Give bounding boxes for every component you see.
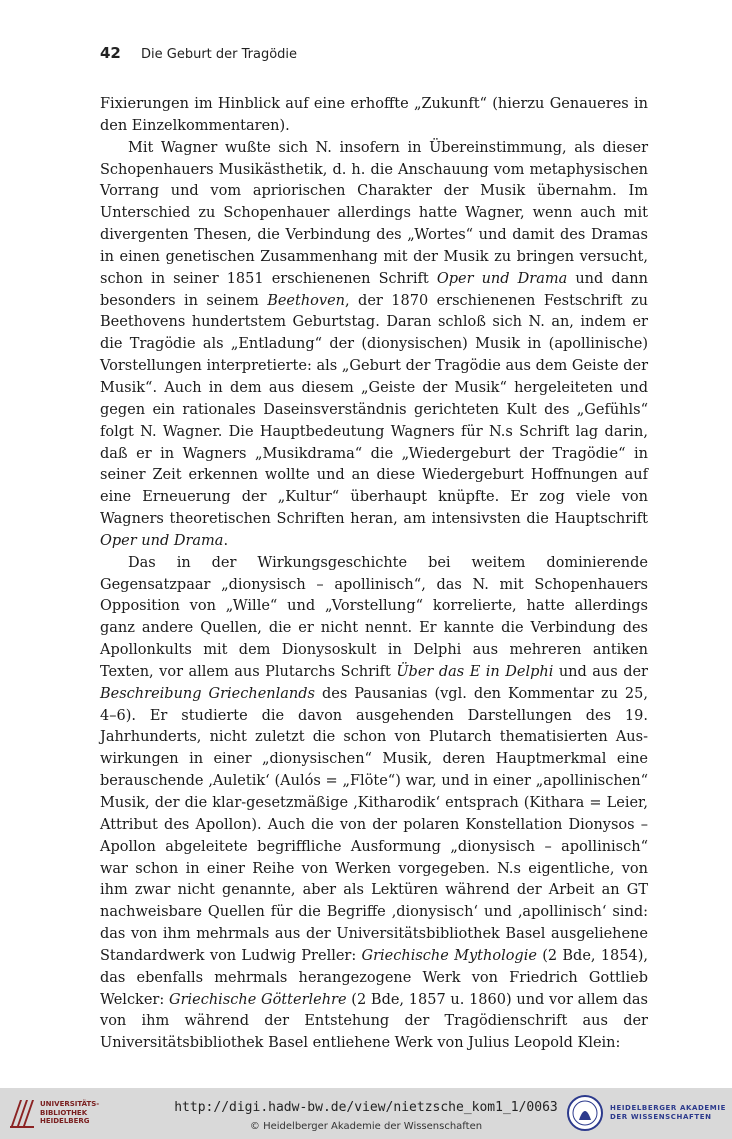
- academy-seal-icon: [566, 1094, 604, 1132]
- text-run: Mit Wagner wußte sich N. insofern in Übereinstimmung, als dieser Schopenhauers Musikästhetik, d. h. die Anschauung vom metaphysischen Vorrang und vom apriorischen Charakter der Musik übernahm. Im Unterschied zu Schopenhauer allerdings hatte Wagner, wenn auch mit divergenten Thesen, die Verbindung des „Wortes“ und damit des Dramas in einen genetischen Zusammenhang mit der Musik zu bringen versucht, schon in seiner 1851 erschienenen Schrift: [100, 139, 648, 287]
- body-text: [100, 94, 648, 1055]
- text-run: (2 Bde, 1854), das ebenfalls mehrmals herangezogene Werk von Friedrich Gottlieb Welcker:: [100, 947, 648, 1008]
- title-oper-und-drama-2: Oper und Drama: [100, 532, 224, 549]
- title-oper-und-drama: Oper und Drama: [436, 270, 568, 287]
- paragraph-3: [100, 553, 648, 1055]
- text-run: , der 1870 erschienenen Festschrift zu Beethovens hundertstem Geburtstag. Daran schloß sich N. an, indem er die Tragödie als „Entladung“ der (dionysischen) Musik in (apollinische) Vorstellungen interpretierte: als „Geburt der Tragödie aus dem Geiste der Musik“. Auch in dem aus diesem „Geiste der Musik“ hergeleiteten und gegen ein rationales Daseinsverständnis gerichteten Kult des „Gefühls“ folgt N. Wagner. Die Hauptbedeutung Wagners für N.s Schrift lag darin, daß er in Wagners „Musikdrama“ die „Wiedergeburt der Tragödie“ in seiner Zeit erkennen wollte und an diese Wiedergeburt Hoffnungen auf eine Erneuerung der „Kultur“ überhaupt knüpfte. Er zog viele von Wagners theoretischen Schriften heran, am intensivsten die Hauptschrift: [100, 292, 648, 528]
- text-run: .: [223, 532, 229, 549]
- title-ueber-das-e: Über das E in Delphi: [396, 663, 554, 680]
- text-run: (2 Bde, 1857 u. 1860) und vor allem das von ihm während der Entstehung der Tragödienschrift aus der Universitätsbibliothek Basel entliehene Werk von Julius Leopold Klein:: [100, 991, 648, 1052]
- academy-name: HEIDELBERGER AKADEMIE DER WISSENSCHAFTEN: [610, 1104, 726, 1121]
- page-number: 42: [100, 44, 121, 62]
- title-griechische-goetterlehre: Griechische Götterlehre: [168, 991, 347, 1008]
- paragraph-1: Fixierungen im Hinblick auf eine erhoffte „Zukunft“ (hierzu Genaueres in den Einzelkommentaren).: [100, 96, 648, 134]
- title-beschreibung-griechenlands: Beschreibung Griechenlands: [100, 685, 315, 702]
- running-head: [100, 44, 297, 62]
- title-beethoven: Beethoven: [267, 292, 346, 309]
- footer-bar: [0, 1088, 732, 1139]
- paragraph-2: [100, 138, 648, 553]
- copyright-notice: © Heidelberger Akademie der Wissenschaften: [249, 1121, 483, 1132]
- text-run: des Pausanias (vgl. den Kommentar zu 25, 4–6). Er studierte die davon ausgehenden Darstellungen des 19. Jahrhunderts, nicht zuletzt die schon von Plutarch thematisierten Auswirkungen in einer „dionysischen“ Musik, deren Hauptmerkmal eine berauschende ‚Auletik‘ (Aulós = „Flöte“) war, und in einer „apollinischen“ Musik, der die klar-gesetzmäßige ‚Kitharodik‘ entsprach (Kithara = Leier, Attribut des Apollon). Auch die von der polaren Konstellation Dionysos – Apollon abgeleitete begriffliche Ausformung „dionysisch – apollinisch“ war schon in einer Reihe von Werken vorgegeben. N.s eigentliche, von ihm zwar nicht genannte, aber als Lektüren während der Arbeit an GT nachweisbare Quellen für die Begriffe ‚dionysisch‘ und ‚apollinisch‘ sind: das von ihm mehrmals aus der Universitätsbibliothek Basel ausgeliehene Standardwerk von Ludwig Preller:: [100, 685, 648, 964]
- text-run: und aus der: [553, 663, 648, 680]
- source-url[interactable]: http://digi.hadw-bw.de/view/nietzsche_kom1_1/0063: [174, 1100, 558, 1115]
- library-name: UNIVERSITÄTS- BIBLIOTHEK HEIDELBERG: [40, 1100, 100, 1125]
- text-run: und dann besonders in seinem: [100, 270, 648, 309]
- title-griechische-mythologie: Griechische Mythologie: [361, 947, 537, 964]
- text-run: Das in der Wirkungsgeschichte bei weitem dominierende Gegensatzpaar „dionysisch – apollinisch“, das N. mit Schopenhauers Opposition von „Wille“ und „Vorstellung“ korrelierte, hatte allerdings ganz andere Quellen, die er nicht nennt. Er kannte die Verbindung des Apollonkults mit dem Dionysoskult in Delphi aus mehreren antiken Texten, vor allem aus Plutarchs Schrift: [100, 554, 648, 680]
- running-title: Die Geburt der Tragödie: [141, 47, 298, 62]
